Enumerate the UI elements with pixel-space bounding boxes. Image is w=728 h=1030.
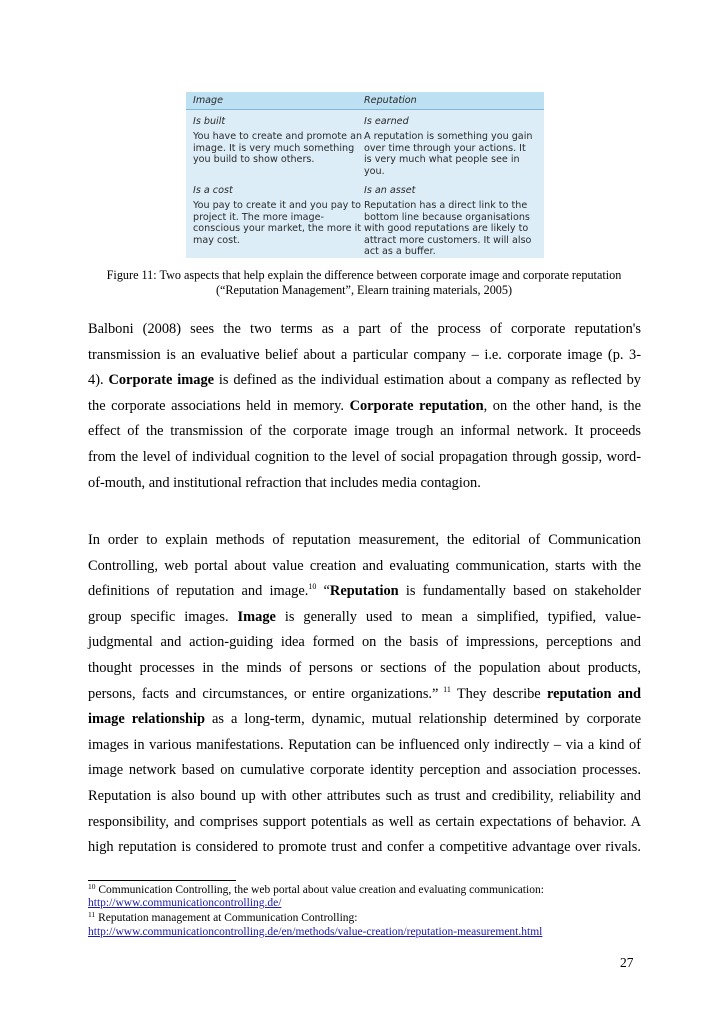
footnote-10: [88, 884, 544, 898]
figure-table: [186, 92, 544, 258]
footnote-ref-11[interactable]: 11: [438, 684, 451, 694]
paragraph-line: effect of the transmission of the corporate image trough an informal network. It proceeds: [88, 423, 641, 440]
figure-caption-line-1: Figure 11: Two aspects that help explain the difference between corporate image and corporate reputation: [106, 268, 622, 282]
text-run: as a long-term, dynamic, mutual relationship determined by corporate: [205, 711, 642, 728]
figure-sub-is-built: Is built: [193, 116, 226, 127]
term-image-relationship: image relationship: [88, 711, 206, 728]
figure-header-image: Image: [193, 95, 224, 106]
footnote-10-link[interactable]: http://www.communicationcontrolling.de/: [88, 897, 282, 909]
figure-text-is-an-asset: Reputation has a direct link to the bottom line because organisations with good reputations are likely to attract more customers. It will also act as a buffer.: [364, 200, 532, 258]
text-run: They describe: [450, 685, 547, 702]
text-run: persons, facts and circumstances, or entire organizations.”: [88, 685, 439, 702]
term-corporate-image: Corporate image: [108, 372, 215, 389]
paragraph-line: images in various manifestations. Reputation can be influenced only indirectly – via a kind of: [88, 736, 641, 753]
text-run: the corporate associations held in memory.: [88, 397, 350, 414]
paragraph-line: Controlling, web portal about value creation and evaluating communication, starts with the: [88, 557, 641, 574]
term-reputation-and: reputation and: [546, 685, 641, 702]
text-run: is generally used to mean a simplified, typified, value-: [275, 608, 641, 625]
paragraph-line: [88, 579, 641, 605]
term-image: Image: [237, 608, 276, 625]
paragraph-balboni: [88, 317, 641, 496]
footnote-11-link-line: [88, 926, 542, 940]
footnote-text: Reputation management at Communication Controlling:: [95, 912, 358, 924]
footnote-separator: [88, 880, 236, 881]
term-reputation: Reputation: [329, 583, 399, 600]
paragraph-line: [88, 682, 641, 708]
paragraph-line: responsibility, and comprises support potentials as well as certain expectations of behavior. A: [88, 813, 641, 830]
paragraph-line: judgmental and action-guiding idea formed on the basis of impressions, perceptions and: [88, 634, 641, 651]
paragraph-line: high reputation is considered to promote trust and confer a competitive advantage over rivals.: [88, 839, 641, 856]
paragraph-line: image network based on cumulative corporate identity perception and association processes.: [88, 762, 641, 779]
text-run: 4).: [88, 372, 109, 389]
footnote-11: [88, 912, 357, 926]
footnote-number: 10: [88, 882, 96, 891]
footnote-ref-10[interactable]: 10: [308, 582, 317, 592]
term-corporate-reputation: Corporate reputation: [349, 397, 484, 414]
text-run: is fundamentally based on stakeholder: [398, 583, 641, 600]
figure-text-is-earned: A reputation is something you gain over time through your actions. It is very much what people see in you.: [364, 131, 533, 177]
figure-text-is-a-cost: You pay to create it and you pay to project it. The more image-conscious your market, the more it may cost.: [193, 200, 362, 246]
text-run: definitions of reputation and image.: [88, 583, 309, 600]
footnote-11-link[interactable]: http://www.communicationcontrolling.de/en/methods/value-creation/reputation-measurement.html: [88, 926, 543, 938]
footnote-text: Communication Controlling, the web portal about value creation and evaluating communication:: [95, 884, 544, 896]
text-run: , on the other hand, is the: [483, 397, 641, 414]
footnote-10-link-line: [88, 897, 281, 911]
figure-caption-line-2: (“Reputation Management”, Elearn training materials, 2005): [215, 283, 513, 297]
figure-sub-is-a-cost: Is a cost: [193, 185, 233, 196]
paragraph-communication-controlling: [88, 528, 641, 861]
text-run: group specific images.: [88, 608, 238, 625]
paragraph-line: [88, 368, 641, 394]
paragraph-line: of-mouth, and institutional refraction that includes media contagion.: [88, 474, 481, 491]
paragraph-line: Reputation is also bound up with other attributes such as trust and credibility, reliability and: [88, 787, 641, 804]
paragraph-line: from the level of individual cognition to the level of social propagation through gossip, word-: [88, 448, 641, 465]
paragraph-line: [88, 605, 641, 631]
figure-header-reputation: Reputation: [364, 95, 417, 106]
figure-header-divider: [186, 109, 544, 110]
paragraph-line: Balboni (2008) sees the two terms as a part of the process of corporate reputation's: [88, 321, 641, 337]
paragraph-line: [88, 707, 641, 733]
paragraph-line: transmission is an evaluative belief about a particular company – i.e. corporate image (p. 3-: [88, 346, 641, 363]
footnote-number: 11: [88, 910, 96, 919]
page-number: 27: [620, 955, 634, 970]
paragraph-line: [88, 394, 641, 420]
paragraph-line: In order to explain methods of reputation measurement, the editorial of Communication: [88, 532, 641, 548]
text-run: is defined as the individual estimation about a company as reflected by: [214, 372, 641, 389]
paragraph-line: thought processes in the minds of persons or sections of the population about products,: [88, 659, 641, 676]
text-run: “: [316, 583, 330, 600]
figure-text-is-built: You have to create and promote an image. It is very much something you build to show others.: [193, 131, 363, 166]
figure-sub-is-an-asset: Is an asset: [364, 185, 416, 196]
figure-sub-is-earned: Is earned: [364, 116, 409, 127]
